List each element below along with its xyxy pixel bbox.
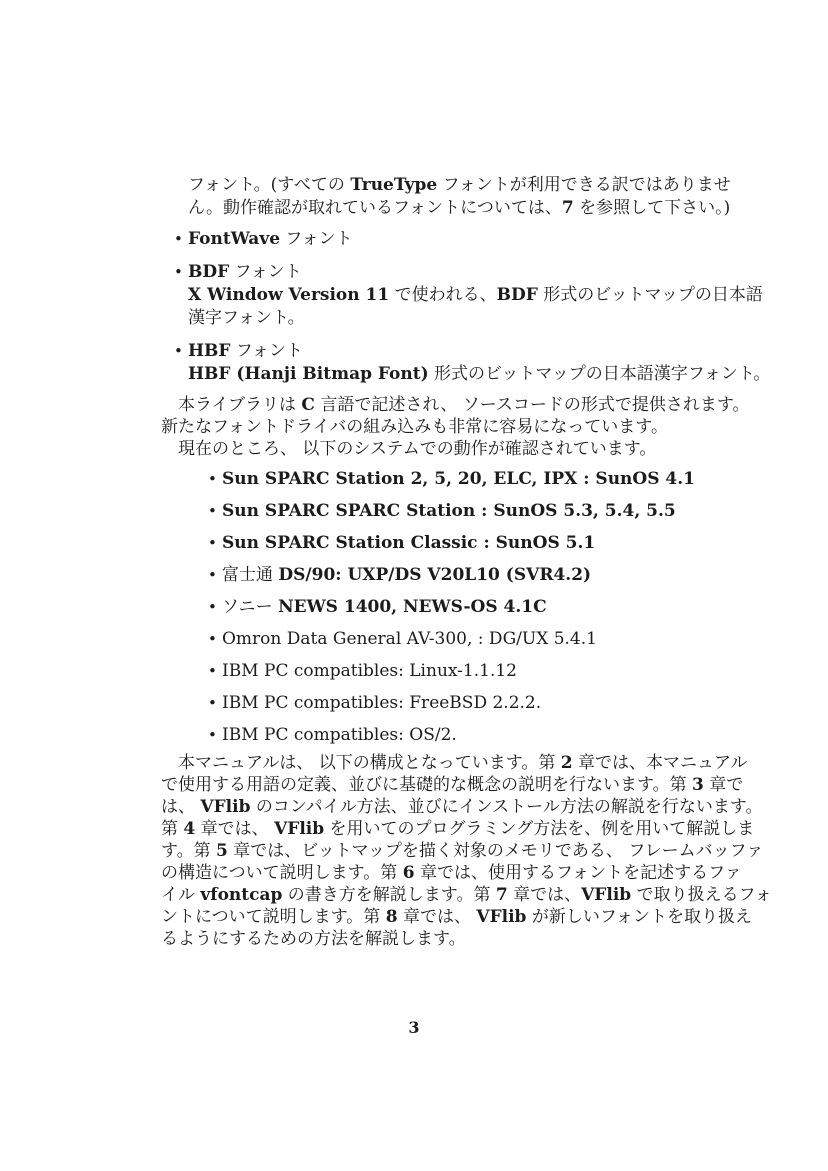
library-paragraph bbox=[161, 394, 750, 460]
system-item-text: ソニー NEWS 1400, NEWS-OS 4.1C bbox=[222, 597, 547, 617]
system-item-text: Sun SPARC Station 2, 5, 20, ELC, IPX : SunOS 4.1 bbox=[222, 469, 695, 489]
paragraph-line: ん。動作確認が取れているフォントについては、7 を参照して下さい。) bbox=[188, 198, 731, 218]
paragraph-line: イル vfontcap の書き方を解説します。第 7 章では、VFlib で取り扱えるフォ bbox=[161, 885, 772, 905]
bullet-icon: • bbox=[208, 630, 217, 648]
intro-paragraph bbox=[161, 174, 731, 220]
system-item bbox=[161, 628, 707, 651]
list-item-text: 漢字フォント。 bbox=[188, 308, 305, 328]
system-item bbox=[161, 468, 707, 491]
system-item-text: Sun SPARC Station Classic : SunOS 5.1 bbox=[222, 533, 596, 553]
system-item bbox=[161, 660, 707, 683]
paragraph-line: で使用する用語の定義、並びに基礎的な概念の説明を行ないます。第 3 章で bbox=[161, 775, 744, 795]
bullet-icon: • bbox=[208, 662, 217, 680]
list-item-text: BDF フォント bbox=[188, 262, 302, 282]
system-item-text: 富士通 DS/90: UXP/DS V20L10 (SVR4.2) bbox=[222, 565, 592, 585]
manual-structure-paragraph bbox=[161, 752, 772, 950]
bullet-icon: • bbox=[208, 534, 217, 552]
font-type-list bbox=[161, 228, 771, 386]
bullet-icon: • bbox=[174, 342, 183, 360]
system-item bbox=[161, 532, 707, 555]
system-item-text: IBM PC compatibles: Linux-1.1.12 bbox=[222, 661, 517, 681]
paragraph-line: 本マニュアルは、 以下の構成となっています。第 2 章では、本マニュアル bbox=[178, 753, 748, 773]
bullet-icon: • bbox=[174, 263, 183, 281]
systems-list bbox=[161, 468, 707, 747]
bullet-icon: • bbox=[208, 726, 217, 744]
system-item bbox=[161, 724, 707, 747]
bullet-icon: • bbox=[208, 470, 217, 488]
paragraph-line: 本ライブラリは C 言語で記述され、 ソースコードの形式で提供されます。 bbox=[178, 395, 750, 415]
paragraph-line: るようにするための方法を解説します。 bbox=[161, 929, 466, 949]
system-item-text: IBM PC compatibles: FreeBSD 2.2.2. bbox=[222, 693, 542, 713]
paragraph-line: ントについて説明します。第 8 章では、 VFlib が新しいフォントを取り扱え bbox=[161, 907, 752, 927]
font-type-item bbox=[161, 228, 707, 251]
system-item-text: IBM PC compatibles: OS/2. bbox=[222, 725, 457, 745]
list-item-text: HBF フォント bbox=[188, 341, 304, 361]
list-item-text: FontWave フォント bbox=[188, 229, 353, 249]
paragraph-line: 新たなフォントドライバの組み込みも非常に容易になっています。 bbox=[161, 417, 668, 437]
paragraph-line: の構造について説明します。第 6 章では、使用するフォントを記述するファ bbox=[161, 863, 742, 883]
system-item-text: Sun SPARC SPARC Station : SunOS 5.3, 5.4, 5.5 bbox=[222, 501, 676, 521]
bullet-icon: • bbox=[208, 502, 217, 520]
list-item-text: HBF (Hanji Bitmap Font) 形式のビットマップの日本語漢字フォント。 bbox=[188, 364, 771, 384]
paragraph-line: 第 4 章では、 VFlib を用いてのプログラミング方法を、例を用いて解説しま bbox=[161, 819, 755, 839]
list-item-text: X Window Version 11 で使われる、BDF 形式のビットマップの日本語 bbox=[188, 285, 763, 305]
paragraph-line: は、 VFlib のコンパイル方法、並びにインストール方法の解説を行ないます。 bbox=[161, 797, 763, 817]
bullet-icon: • bbox=[174, 230, 183, 248]
system-item bbox=[161, 564, 707, 587]
bullet-icon: • bbox=[208, 566, 217, 584]
system-item bbox=[161, 596, 707, 619]
font-type-item bbox=[161, 340, 771, 386]
system-item bbox=[161, 500, 707, 523]
paragraph-line: フォント。(すべての TrueType フォントが利用できる訳ではありませ bbox=[188, 175, 731, 195]
paragraph-line: 現在のところ、 以下のシステムでの動作が確認されています。 bbox=[178, 439, 657, 459]
bullet-icon: • bbox=[208, 694, 217, 712]
page-number: 3 bbox=[408, 1018, 420, 1037]
paragraph-line: す。第 5 章では、ビットマップを描く対象のメモリである、 フレームバッファ bbox=[161, 841, 764, 861]
page-content bbox=[161, 174, 772, 950]
system-item bbox=[161, 692, 707, 715]
system-item-text: Omron Data General AV-300, : DG/UX 5.4.1 bbox=[222, 629, 597, 649]
font-type-item bbox=[161, 261, 763, 330]
bullet-icon: • bbox=[208, 598, 217, 616]
